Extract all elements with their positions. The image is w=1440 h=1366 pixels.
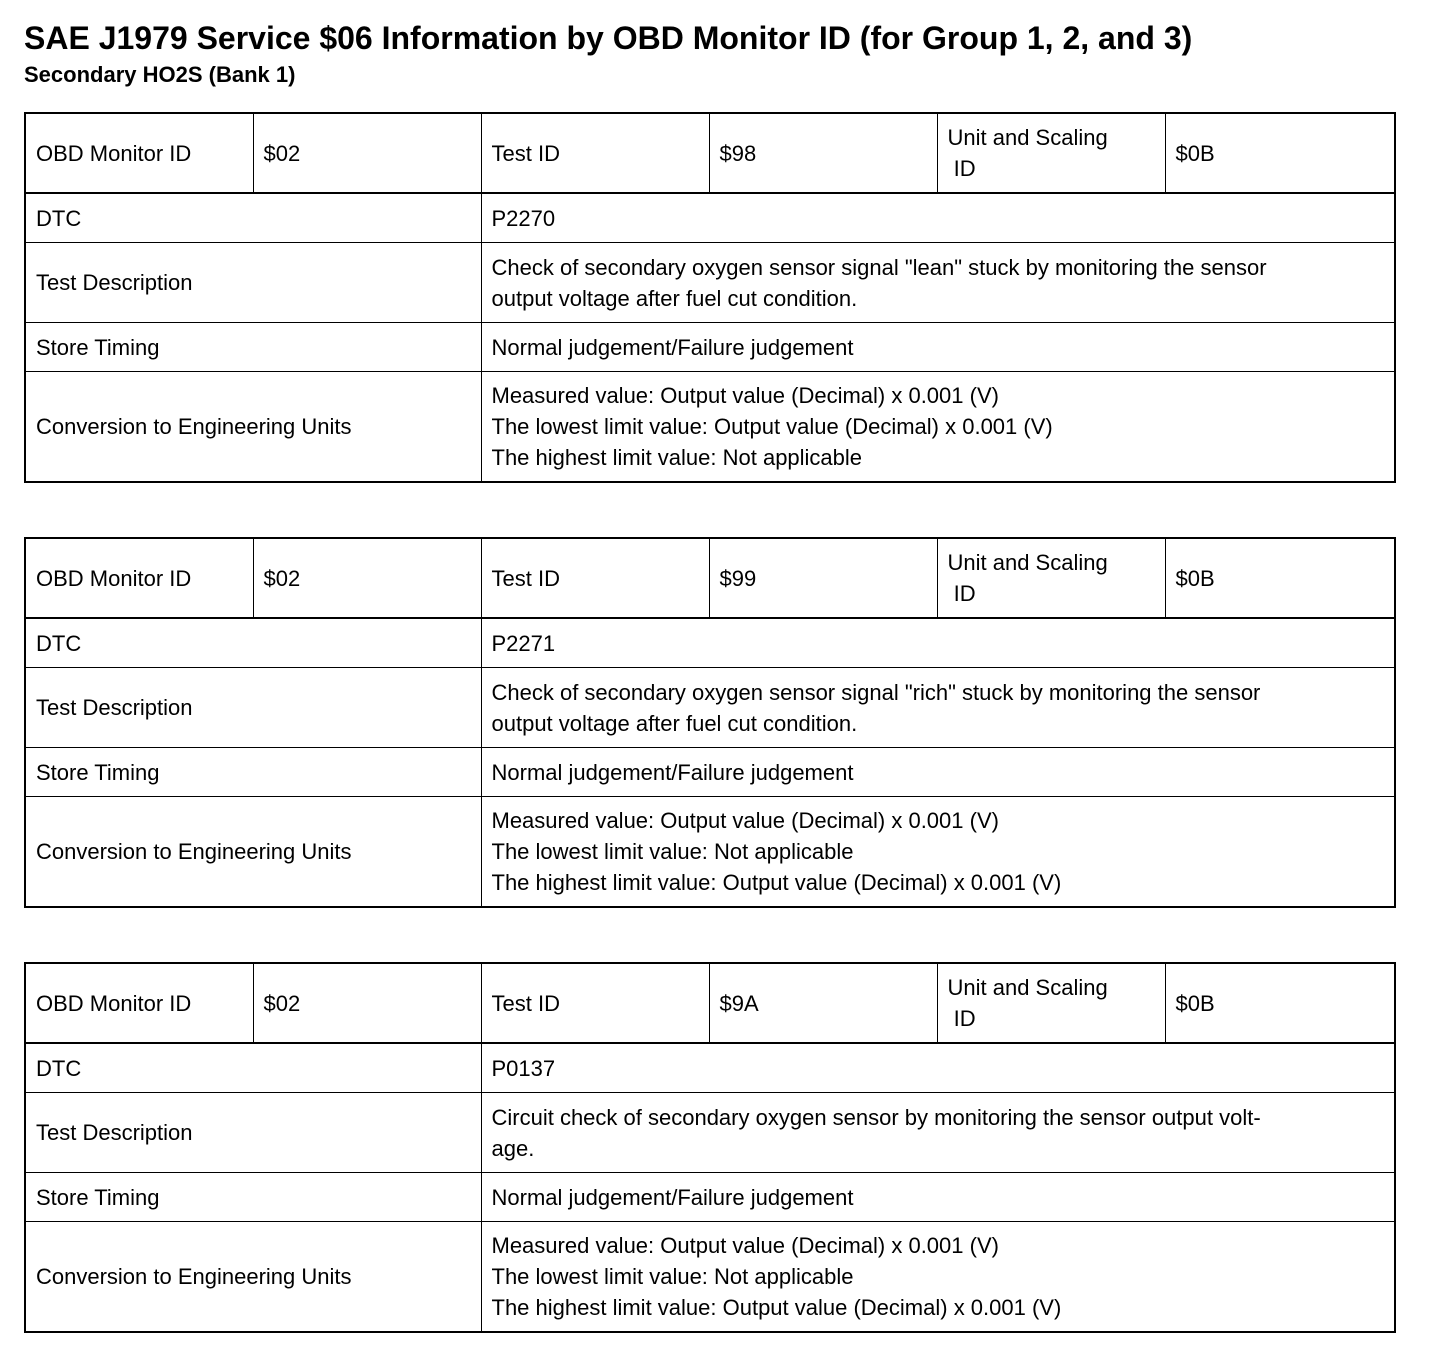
conversion-label: Conversion to Engineering Units — [25, 797, 481, 908]
monitor-id-value: $02 — [253, 113, 481, 193]
test-id-label: Test ID — [481, 538, 709, 618]
unit-scaling-value: $0B — [1165, 963, 1395, 1043]
table-header-row — [25, 963, 1395, 1043]
store-timing-value: Normal judgement/Failure judgement — [481, 748, 1395, 797]
test-description-value: Check of secondary oxygen sensor signal "rich" stuck by monitoring the sensor output voltage after fuel cut condition. — [481, 668, 1395, 748]
test-id-value: $9A — [709, 963, 937, 1043]
unit-scaling-label: Unit and Scaling ID — [937, 113, 1165, 193]
store-timing-value: Normal judgement/Failure judgement — [481, 1173, 1395, 1222]
test-description-label: Test Description — [25, 1093, 481, 1173]
dtc-label: DTC — [25, 618, 481, 668]
dtc-label: DTC — [25, 1043, 481, 1093]
store-timing-label: Store Timing — [25, 748, 481, 797]
test-id-label: Test ID — [481, 113, 709, 193]
unit-scaling-value: $0B — [1165, 538, 1395, 618]
table-row — [25, 323, 1395, 372]
monitor-id-value: $02 — [253, 963, 481, 1043]
dtc-value: P0137 — [481, 1043, 1395, 1093]
test-description-label: Test Description — [25, 668, 481, 748]
table-row — [25, 1043, 1395, 1093]
monitor-id-label: OBD Monitor ID — [25, 113, 253, 193]
table-row — [25, 243, 1395, 323]
table-row — [25, 372, 1395, 483]
conversion-value: Measured value: Output value (Decimal) x 0.001 (V) The lowest limit value: Not applicable The highest limit value: Output value (Decimal) x 0.001 (V) — [481, 797, 1395, 908]
test-description-value: Circuit check of secondary oxygen sensor by monitoring the sensor output volt- age. — [481, 1093, 1395, 1173]
test-id-value: $99 — [709, 538, 937, 618]
test-description-value: Check of secondary oxygen sensor signal "lean" stuck by monitoring the sensor output voltage after fuel cut condition. — [481, 243, 1395, 323]
table-row — [25, 1173, 1395, 1222]
table-row — [25, 748, 1395, 797]
unit-scaling-label: Unit and Scaling ID — [937, 538, 1165, 618]
conversion-label: Conversion to Engineering Units — [25, 372, 481, 483]
test-description-label: Test Description — [25, 243, 481, 323]
table-header-row — [25, 538, 1395, 618]
document-title: SAE J1979 Service $06 Information by OBD Monitor ID (for Group 1, 2, and 3) — [24, 20, 1193, 56]
dtc-label: DTC — [25, 193, 481, 243]
conversion-label: Conversion to Engineering Units — [25, 1222, 481, 1333]
table-header-row — [25, 113, 1395, 193]
table-row — [25, 193, 1395, 243]
obd-monitor-table — [24, 112, 1396, 483]
table-row — [25, 1093, 1395, 1173]
obd-monitor-table — [24, 537, 1396, 908]
document-page — [24, 16, 1394, 1333]
monitor-id-label: OBD Monitor ID — [25, 963, 253, 1043]
monitor-id-label: OBD Monitor ID — [25, 538, 253, 618]
store-timing-label: Store Timing — [25, 1173, 481, 1222]
table-row — [25, 668, 1395, 748]
unit-scaling-value: $0B — [1165, 113, 1395, 193]
obd-monitor-table — [24, 962, 1396, 1333]
unit-scaling-label: Unit and Scaling ID — [937, 963, 1165, 1043]
table-row — [25, 618, 1395, 668]
dtc-value: P2271 — [481, 618, 1395, 668]
monitor-id-value: $02 — [253, 538, 481, 618]
store-timing-value: Normal judgement/Failure judgement — [481, 323, 1395, 372]
conversion-value: Measured value: Output value (Decimal) x 0.001 (V) The lowest limit value: Not applicable The highest limit value: Output value (Decimal) x 0.001 (V) — [481, 1222, 1395, 1333]
conversion-value: Measured value: Output value (Decimal) x 0.001 (V) The lowest limit value: Output value (Decimal) x 0.001 (V) The highest limit value: Not applicable — [481, 372, 1395, 483]
dtc-value: P2270 — [481, 193, 1395, 243]
test-id-label: Test ID — [481, 963, 709, 1043]
table-row — [25, 1222, 1395, 1333]
store-timing-label: Store Timing — [25, 323, 481, 372]
document-subtitle: Secondary HO2S (Bank 1) — [24, 62, 296, 87]
table-row — [25, 797, 1395, 908]
test-id-value: $98 — [709, 113, 937, 193]
